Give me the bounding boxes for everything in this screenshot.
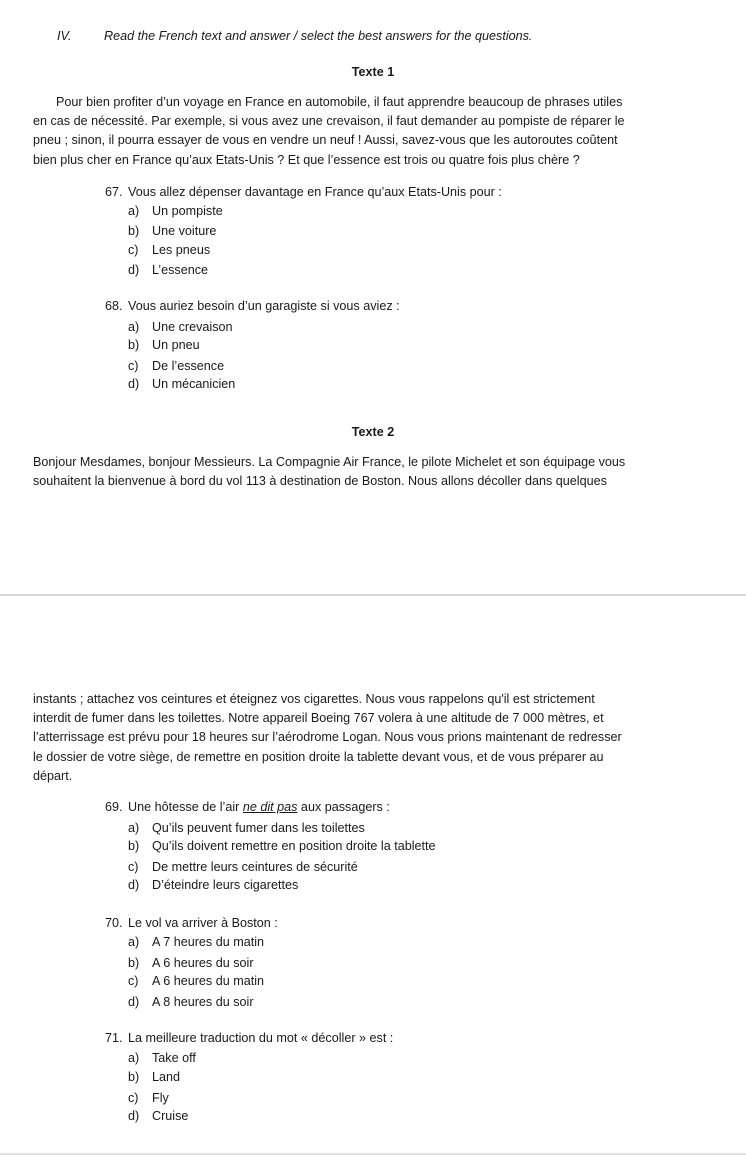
option-69b[interactable] bbox=[128, 839, 436, 853]
option-letter: c) bbox=[128, 860, 139, 874]
option-68a[interactable] bbox=[128, 320, 233, 334]
option-text: Qu’ils doivent remettre en position droite la tablette bbox=[152, 839, 436, 853]
texte2-title: Texte 2 bbox=[351, 425, 395, 439]
question-68 bbox=[105, 299, 400, 313]
texte2-line: interdit de fumer dans les toilettes. Notre appareil Boeing 767 volera à une altitude de 7 000 mètres, et bbox=[33, 711, 604, 726]
option-letter: b) bbox=[128, 956, 140, 970]
option-text: Cruise bbox=[152, 1109, 189, 1123]
option-text: De mettre leurs ceintures de sécurité bbox=[152, 860, 358, 874]
texte1-line: Pour bien profiter d’un voyage en France en automobile, il faut apprendre beaucoup de phrases utiles bbox=[56, 95, 623, 109]
texte2-line: départ. bbox=[33, 768, 73, 783]
option-text: Un pneu bbox=[152, 338, 200, 352]
option-text: Un mécanicien bbox=[152, 377, 236, 391]
option-68b[interactable] bbox=[128, 338, 200, 352]
question-number: 71. bbox=[105, 1031, 123, 1045]
question-69 bbox=[105, 800, 390, 814]
option-letter: a) bbox=[128, 1051, 140, 1065]
option-letter: c) bbox=[128, 243, 139, 257]
option-71a[interactable] bbox=[128, 1051, 196, 1065]
question-text: Le vol va arriver à Boston : bbox=[128, 916, 278, 930]
option-text: A 6 heures du matin bbox=[152, 974, 265, 988]
option-text: A 7 heures du matin bbox=[152, 935, 265, 949]
option-70d[interactable] bbox=[128, 995, 254, 1009]
texte2-line: l’atterrissage est prévu pour 18 heures sur l’aérodrome Logan. Nous vous prions maintenant de redresser bbox=[33, 730, 622, 745]
option-text: Land bbox=[152, 1070, 181, 1084]
option-letter: d) bbox=[128, 995, 140, 1009]
texte1-line: pneu ; sinon, il pourra essayer de vous en vendre un neuf ! Aussi, savez-vous que les autoroutes coûtent bbox=[33, 133, 618, 148]
texte2-line: Bonjour Mesdames, bonjour Messieurs. La Compagnie Air France, le pilote Michelet et son équipage vous bbox=[33, 455, 626, 469]
option-letter: b) bbox=[128, 1070, 140, 1084]
texte2-line: le dossier de votre siège, de remettre en position droite la tablette devant vous, et de vous préparer au bbox=[33, 749, 604, 764]
question-text-end: aux passagers : bbox=[297, 800, 390, 814]
question-text: Une hôtesse de l’air bbox=[128, 800, 243, 814]
question-number: 67. bbox=[105, 185, 123, 199]
option-text: Les pneus bbox=[152, 243, 211, 257]
question-number: 70. bbox=[105, 916, 123, 930]
option-70b[interactable] bbox=[128, 956, 254, 970]
option-69a[interactable] bbox=[128, 821, 365, 835]
texte1-paragraph bbox=[33, 93, 656, 170]
texte2-paragraph-part1 bbox=[33, 453, 656, 491]
option-text: Une voiture bbox=[152, 224, 217, 238]
question-71 bbox=[105, 1031, 393, 1045]
option-67c[interactable] bbox=[128, 243, 210, 257]
option-letter: d) bbox=[128, 1109, 140, 1123]
option-letter: a) bbox=[128, 821, 140, 835]
option-text: A 8 heures du soir bbox=[152, 995, 254, 1009]
section-number: IV. bbox=[57, 29, 72, 43]
question-text: Vous auriez besoin d’un garagiste si vous aviez : bbox=[128, 299, 400, 313]
option-text: Fly bbox=[152, 1091, 169, 1105]
option-70c[interactable] bbox=[128, 974, 264, 988]
option-67d[interactable] bbox=[128, 263, 208, 277]
option-letter: a) bbox=[128, 204, 140, 218]
question-text: Vous allez dépenser davantage en France qu’aux Etats-Unis pour : bbox=[128, 185, 502, 199]
question-number: 68. bbox=[105, 299, 123, 313]
option-68c[interactable] bbox=[128, 359, 224, 373]
option-text: L’essence bbox=[152, 263, 209, 277]
option-letter: a) bbox=[128, 320, 140, 334]
option-letter: c) bbox=[128, 974, 139, 988]
option-letter: c) bbox=[128, 359, 139, 373]
option-text: Qu’ils peuvent fumer dans les toilettes bbox=[152, 821, 365, 835]
option-67b[interactable] bbox=[128, 224, 216, 238]
question-emphasis: ne dit pas bbox=[242, 800, 298, 814]
option-letter: b) bbox=[128, 839, 140, 853]
texte1-line: bien plus cher en France qu’aux Etats-Unis ? Et que l’essence est trois ou quatre fois plus chère ? bbox=[33, 152, 580, 167]
option-letter: b) bbox=[128, 224, 140, 238]
option-69d[interactable] bbox=[128, 878, 298, 892]
question-70 bbox=[105, 916, 278, 930]
texte2-line: instants ; attachez vos ceintures et éteignez vos cigarettes. Nous vous rappelons qu'il est strictement bbox=[33, 692, 595, 706]
texte2-line: souhaitent la bienvenue à bord du vol 113 à destination de Boston. Nous allons décoller dans quelques bbox=[33, 474, 607, 489]
option-text: Un pompiste bbox=[152, 204, 223, 218]
option-letter: d) bbox=[128, 878, 140, 892]
option-71b[interactable] bbox=[128, 1070, 180, 1084]
option-text: Take off bbox=[152, 1051, 196, 1065]
option-text: Une crevaison bbox=[152, 320, 233, 334]
option-letter: d) bbox=[128, 263, 140, 277]
option-71d[interactable] bbox=[128, 1109, 188, 1123]
question-67 bbox=[105, 185, 502, 199]
texte2-paragraph-part2 bbox=[33, 690, 656, 786]
option-letter: c) bbox=[128, 1091, 139, 1105]
document-page-2 bbox=[0, 596, 746, 1155]
option-letter: a) bbox=[128, 935, 140, 949]
option-67a[interactable] bbox=[128, 204, 223, 218]
option-letter: d) bbox=[128, 377, 140, 391]
option-text: A 6 heures du soir bbox=[152, 956, 254, 970]
option-69c[interactable] bbox=[128, 860, 358, 874]
option-letter: b) bbox=[128, 338, 140, 352]
question-number: 69. bbox=[105, 800, 123, 814]
question-text: La meilleure traduction du mot « décoller » est : bbox=[128, 1031, 394, 1045]
option-70a[interactable] bbox=[128, 935, 264, 949]
option-68d[interactable] bbox=[128, 377, 235, 391]
option-71c[interactable] bbox=[128, 1091, 169, 1105]
option-text: De l’essence bbox=[152, 359, 225, 373]
section-instruction: Read the French text and answer / select the best answers for the questions. bbox=[104, 29, 533, 43]
texte1-line: en cas de nécessité. Par exemple, si vous avez une crevaison, il faut demander au pompiste de réparer le bbox=[33, 114, 625, 129]
option-text: D’éteindre leurs cigarettes bbox=[152, 878, 299, 892]
texte1-title: Texte 1 bbox=[351, 65, 395, 79]
